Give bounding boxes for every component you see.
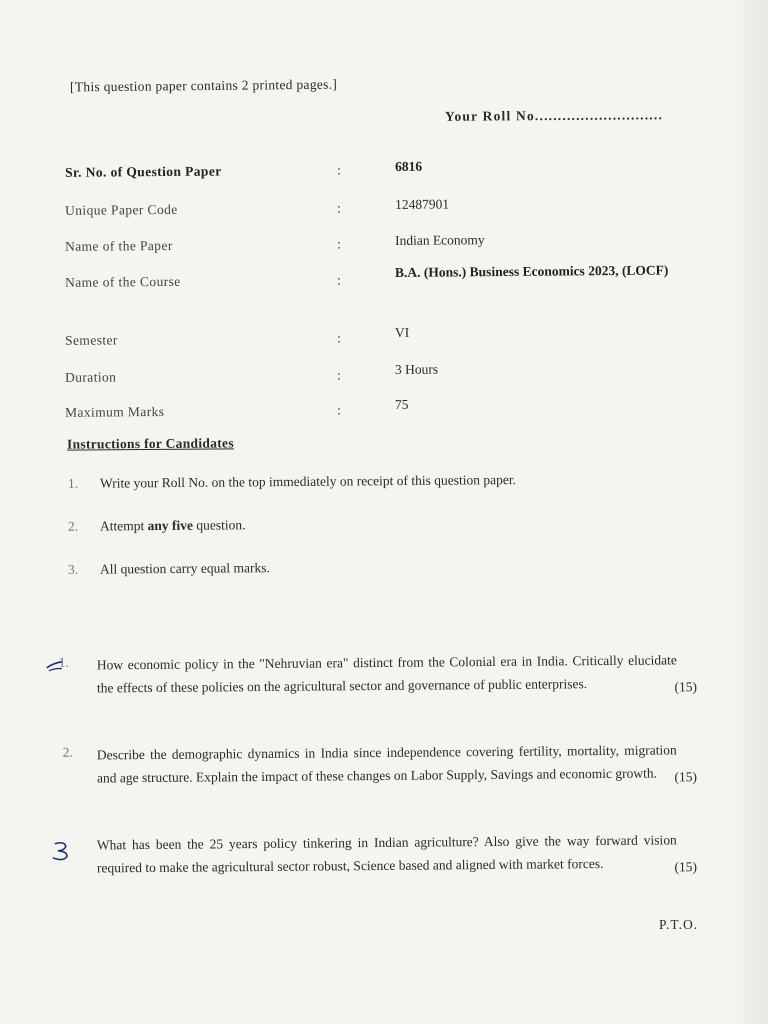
detail-separator: : bbox=[337, 236, 341, 252]
roll-number-field: Your Roll No............................ bbox=[444, 107, 664, 124]
detail-row-paper-name bbox=[65, 232, 715, 254]
detail-row-course-name bbox=[65, 262, 715, 290]
question-number: 2. bbox=[62, 744, 73, 760]
question-2 bbox=[45, 739, 706, 815]
detail-row-paper-code bbox=[65, 196, 715, 218]
instruction-item bbox=[68, 517, 246, 535]
detail-row-serial-no bbox=[65, 158, 715, 180]
instruction-text: All question carry equal marks. bbox=[99, 560, 270, 577]
detail-separator: : bbox=[337, 367, 341, 383]
handwritten-three-icon bbox=[49, 839, 75, 863]
detail-key: Maximum Marks bbox=[65, 403, 165, 420]
instruction-item bbox=[68, 472, 516, 492]
question-text: What has been the 25 years policy tinkering in Indian agriculture? Also give the way forward vision required to make the agricultural sector robust, Science based and aligned with market forces. bbox=[96, 832, 677, 875]
question-text: How economic policy in the "Nehruvian era" distinct from the Colonial era in India. Critically elucidate the effects of these policies on the agricultural sector and governance of public enterprises. bbox=[96, 652, 677, 695]
instruction-number: 3. bbox=[67, 561, 79, 577]
detail-value: B.A. (Hons.) Business Economics 2023, (LOCF) bbox=[394, 262, 669, 280]
detail-separator: : bbox=[337, 200, 341, 216]
instruction-text: Write your Roll No. on the top immediately on receipt of this question paper. bbox=[99, 472, 517, 491]
instructions-heading: Instructions for Candidates bbox=[66, 435, 234, 452]
question-text: Describe the demographic dynamics in India since independence covering fertility, mortality, migration and age structure. Explain the impact of these changes on Labor Supply, Savings and economic growth. bbox=[96, 742, 677, 785]
printed-pages-note: [This question paper contains 2 printed pages.] bbox=[69, 76, 338, 95]
detail-key: Duration bbox=[65, 369, 117, 385]
detail-row-semester bbox=[65, 324, 715, 348]
detail-row-maximum-marks bbox=[65, 396, 715, 420]
instruction-text: Attempt bbox=[99, 518, 148, 534]
question-3 bbox=[45, 829, 706, 905]
question-1 bbox=[45, 649, 706, 725]
detail-key: Name of the Course bbox=[65, 273, 181, 290]
detail-key: Sr. No. of Question Paper bbox=[65, 163, 222, 180]
detail-value: 6816 bbox=[394, 158, 423, 174]
detail-key: Semester bbox=[65, 332, 118, 348]
detail-row-duration bbox=[65, 361, 715, 385]
detail-separator: : bbox=[337, 330, 341, 346]
question-marks: (15) bbox=[674, 679, 698, 695]
instruction-text: question. bbox=[192, 517, 246, 533]
instruction-number: 1. bbox=[67, 475, 79, 491]
question-number: 1. bbox=[58, 654, 69, 670]
detail-value: 12487901 bbox=[394, 196, 450, 212]
page-edge-shadow bbox=[728, 0, 768, 1024]
question-marks: (15) bbox=[674, 769, 698, 785]
detail-value: VI bbox=[394, 324, 410, 340]
detail-separator: : bbox=[337, 162, 341, 178]
detail-value: 75 bbox=[394, 396, 409, 412]
detail-key: Unique Paper Code bbox=[65, 201, 178, 218]
detail-separator: : bbox=[337, 272, 341, 288]
detail-value: Indian Economy bbox=[394, 232, 485, 248]
question-marks: (15) bbox=[674, 859, 698, 875]
instruction-emphasis: any five bbox=[147, 517, 194, 534]
please-turn-over: P.T.O. bbox=[659, 917, 699, 932]
detail-key: Name of the Paper bbox=[65, 237, 173, 254]
detail-value: 3 Hours bbox=[394, 361, 439, 377]
detail-separator: : bbox=[337, 402, 341, 418]
instruction-number: 2. bbox=[67, 518, 79, 534]
instruction-item bbox=[68, 560, 270, 578]
